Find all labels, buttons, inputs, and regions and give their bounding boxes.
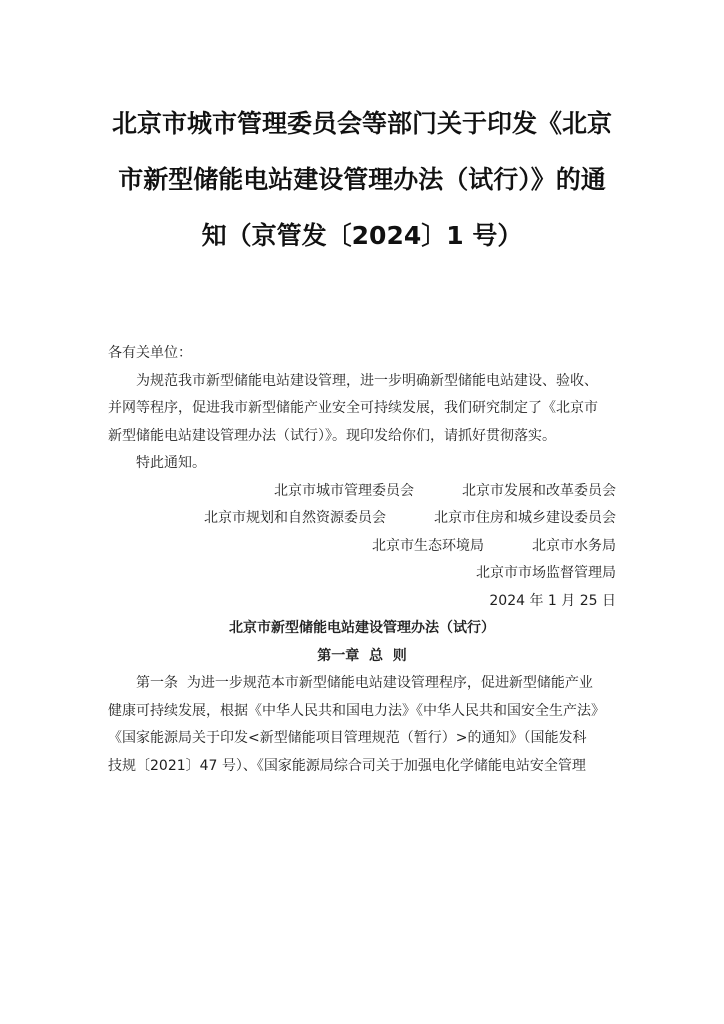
article-1-line-1: 第一条 为进一步规范本市新型储能电站建设管理程序，促进新型储能产业 <box>136 675 593 691</box>
notice-closing: 特此通知。 <box>136 455 206 471</box>
notice-title <box>104 96 620 264</box>
signatory-market-regulation: 北京市市场监督管理局 <box>476 565 616 581</box>
document-body <box>108 340 616 780</box>
signatory-row-1 <box>108 478 616 506</box>
intro-line-2: 并网等程序，促进我市新型储能产业安全可持续发展，我们研究制定了《北京市 <box>108 400 598 416</box>
intro-line-1: 为规范我市新型储能电站建设管理，进一步明确新型储能电站建设、验收、 <box>136 372 598 389</box>
issue-date: 2024 年 1 月 25 日 <box>489 592 616 609</box>
signatory-row-3 <box>108 533 616 561</box>
signatory-row-2 <box>108 505 616 533</box>
measures-title: 北京市新型储能电站建设管理办法（试行） <box>229 620 495 636</box>
signatory-development-reform: 北京市发展和改革委员会 <box>462 482 616 499</box>
article-1-line-2: 健康可持续发展，根据《中华人民共和国电力法》《中华人民共和国安全生产法》 <box>108 702 605 719</box>
signatory-ecology-environment: 北京市生态环境局 <box>372 537 484 554</box>
intro-line-3: 新型储能电站建设管理办法（试行）》。现印发给你们，请抓好贯彻落实。 <box>108 427 556 444</box>
title-line-3: 知（京管发〔2024〕1 号） <box>201 221 523 250</box>
article-1-line-3: 《国家能源局关于印发<新型储能项目管理规范（暂行）>的通知》（国能发科 <box>108 730 587 746</box>
signatory-water-affairs: 北京市水务局 <box>532 537 616 554</box>
salutation: 各有关单位： <box>108 345 192 361</box>
title-line-1: 北京市城市管理委员会等部门关于印发《北京 <box>111 109 612 138</box>
signatory-planning-resources: 北京市规划和自然资源委员会 <box>204 510 386 526</box>
signatory-housing-construction: 北京市住房和城乡建设委员会 <box>434 510 616 526</box>
signatory-city-management: 北京市城市管理委员会 <box>274 482 414 499</box>
chapter-heading: 第一章 总 则 <box>317 647 407 664</box>
title-line-2: 市新型储能电站建设管理办法（试行）》的通 <box>118 165 606 194</box>
article-1-line-4: 技规〔2021〕47 号）、《国家能源局综合司关于加强电化学储能电站安全管理 <box>108 757 586 774</box>
